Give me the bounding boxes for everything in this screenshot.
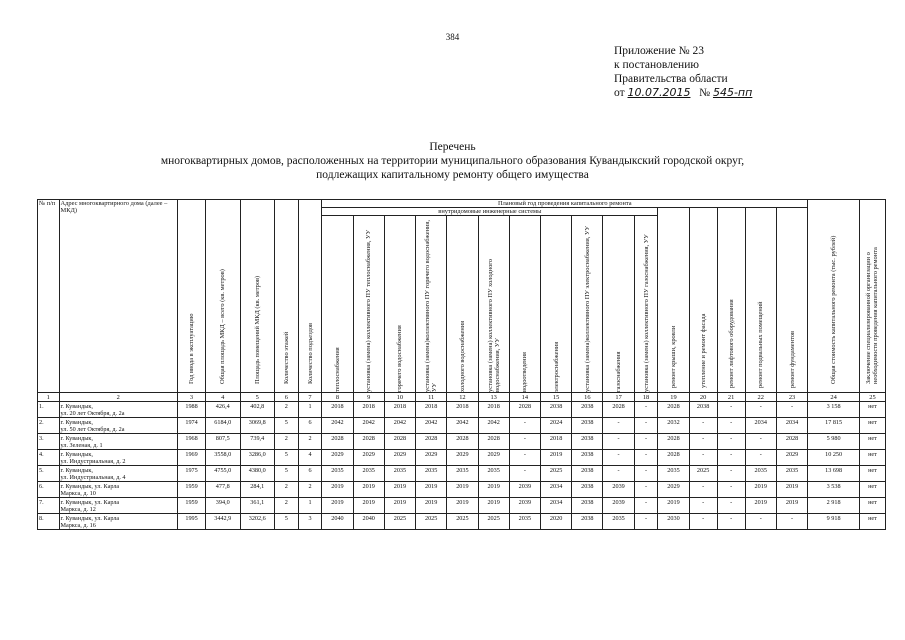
table-cell: 2034 xyxy=(745,418,776,434)
table-cell: 402,8 xyxy=(240,402,274,418)
header-gas: газоснабжения xyxy=(603,216,634,393)
table-cell: 2042 xyxy=(384,418,415,434)
table-cell: 2034 xyxy=(776,418,807,434)
header-premises-area: Площадь помещений МКД (кв. метров) xyxy=(240,200,274,393)
address-line-1: г. Кувандык, xyxy=(60,403,93,410)
table-cell: 2042 xyxy=(353,418,384,434)
row-address xyxy=(59,450,178,466)
address-line-1: г. Кувандык, ул. Карла xyxy=(60,499,120,506)
header-sewerage: водоотведения xyxy=(509,216,540,393)
table-cell: нет xyxy=(859,466,885,482)
header-electricity-meter: установка (замена)коллективного ПУ электроснабжения, УУ xyxy=(572,216,603,393)
table-cell: - xyxy=(634,466,658,482)
header-conclusion: Заключение специализированной организации о необходимости проведения капитального ремонта xyxy=(859,200,885,393)
table-cell: 2029 xyxy=(478,450,509,466)
row-address xyxy=(59,434,178,450)
row-number: 5. xyxy=(38,466,60,482)
row-address xyxy=(59,482,178,498)
table-cell: 3 538 xyxy=(808,482,860,498)
table-cell: 2019 xyxy=(540,450,571,466)
column-number: 5 xyxy=(240,393,274,402)
table-cell: - xyxy=(745,450,776,466)
table-cell: - xyxy=(717,418,745,434)
table-cell: 2038 xyxy=(540,402,571,418)
table-cell: 2019 xyxy=(322,482,353,498)
table-cell: 3 158 xyxy=(808,402,860,418)
table-cell: 2019 xyxy=(447,482,478,498)
table-cell: - xyxy=(745,434,776,450)
column-number: 8 xyxy=(322,393,353,402)
table-row xyxy=(38,498,886,514)
address-line-1: г. Кувандык, xyxy=(60,435,93,442)
column-number: 23 xyxy=(776,393,807,402)
table-cell: 284,1 xyxy=(240,482,274,498)
table-cell: 2019 xyxy=(478,482,509,498)
table-cell: 2039 xyxy=(603,498,634,514)
table-cell: 2019 xyxy=(353,498,384,514)
table-cell: нет xyxy=(859,498,885,514)
table-cell: 4380,0 xyxy=(240,466,274,482)
row-number: 6. xyxy=(38,482,60,498)
table-cell: 2035 xyxy=(509,514,540,530)
table-cell: 2040 xyxy=(353,514,384,530)
column-number: 21 xyxy=(717,393,745,402)
table-cell: 2 918 xyxy=(808,498,860,514)
table-row xyxy=(38,418,886,434)
header-year-built: Год ввода в эксплуатацию xyxy=(178,200,206,393)
table-cell: нет xyxy=(859,514,885,530)
column-number: 6 xyxy=(274,393,298,402)
table-cell: 1974 xyxy=(178,418,206,434)
table-cell: 1 xyxy=(298,498,322,514)
table-cell: 1959 xyxy=(178,498,206,514)
appendix-block xyxy=(614,44,752,100)
table-cell: 3069,8 xyxy=(240,418,274,434)
table-cell: - xyxy=(509,418,540,434)
row-address xyxy=(59,418,178,434)
table-cell: - xyxy=(689,498,717,514)
table-cell: - xyxy=(509,450,540,466)
table-cell: 2029 xyxy=(658,482,689,498)
column-number: 13 xyxy=(478,393,509,402)
table-cell: - xyxy=(634,450,658,466)
row-number: 1. xyxy=(38,402,60,418)
column-number: 24 xyxy=(808,393,860,402)
table-cell: 2025 xyxy=(478,514,509,530)
table-cell: 2028 xyxy=(776,434,807,450)
header-floors: Количество этажей xyxy=(274,200,298,393)
address-line-1: г. Кувандык, xyxy=(60,467,93,474)
table-cell: - xyxy=(603,450,634,466)
header-hot-water: горячего водоснабжения xyxy=(384,216,415,393)
table-cell: 5 xyxy=(274,514,298,530)
header-total-area: Общая площадь МКД – всего (кв. метров) xyxy=(206,200,240,393)
table-cell: 1959 xyxy=(178,482,206,498)
address-line-2: ул. 20 лет Октября, д. 2а xyxy=(60,410,125,417)
row-number: 4. xyxy=(38,450,60,466)
table-cell: 4 xyxy=(298,450,322,466)
table-row xyxy=(38,514,886,530)
header-planned-year: Плановый год проведения капитального ремонта xyxy=(322,200,808,208)
table-cell: 2035 xyxy=(353,466,384,482)
table-cell: - xyxy=(603,466,634,482)
table-row xyxy=(38,482,886,498)
table-cell: 2029 xyxy=(776,450,807,466)
table-cell: 2018 xyxy=(416,402,447,418)
column-number: 2 xyxy=(59,393,178,402)
table-cell: 2034 xyxy=(540,498,571,514)
from-label: от xyxy=(614,87,625,99)
table-cell: - xyxy=(776,514,807,530)
table-cell: - xyxy=(717,434,745,450)
table-cell: 6184,0 xyxy=(206,418,240,434)
table-cell: 2019 xyxy=(322,498,353,514)
table-cell: 2042 xyxy=(447,418,478,434)
appendix-line-3: Правительства области xyxy=(614,73,728,85)
table-cell: 1995 xyxy=(178,514,206,530)
table-cell: - xyxy=(689,450,717,466)
table-cell: 2038 xyxy=(572,450,603,466)
row-number: 8. xyxy=(38,514,60,530)
table-cell: 2035 xyxy=(416,466,447,482)
address-line-2: Маркса, д. 10 xyxy=(60,490,96,497)
column-number: 11 xyxy=(416,393,447,402)
title-line-3: подлежащих капитальному ремонту общего имущества xyxy=(316,169,589,181)
column-number: 14 xyxy=(509,393,540,402)
header-hot-water-meter: установка (замена)коллективного ПУ горячего водоснабжения, УУ xyxy=(416,216,447,393)
table-cell: 2028 xyxy=(478,434,509,450)
table-cell: 2019 xyxy=(384,498,415,514)
address-line-2: ул. Индустриальная, д. 2 xyxy=(60,458,126,465)
table-cell: 2038 xyxy=(572,434,603,450)
column-number-row xyxy=(38,393,886,402)
table-cell: 2019 xyxy=(478,498,509,514)
table-cell: - xyxy=(717,482,745,498)
row-number: 7. xyxy=(38,498,60,514)
table-cell: 2019 xyxy=(416,498,447,514)
column-number: 25 xyxy=(859,393,885,402)
table-cell: 2 xyxy=(274,402,298,418)
table-cell: 2042 xyxy=(322,418,353,434)
table-cell: 2035 xyxy=(478,466,509,482)
table-cell: 13 698 xyxy=(808,466,860,482)
table-cell: 2025 xyxy=(540,466,571,482)
table-cell: 2035 xyxy=(745,466,776,482)
table-cell: 2035 xyxy=(384,466,415,482)
table-cell: 2020 xyxy=(540,514,571,530)
table-cell: 2 xyxy=(274,434,298,450)
table-cell: 10 250 xyxy=(808,450,860,466)
table-cell: 2042 xyxy=(478,418,509,434)
table-cell: 2039 xyxy=(509,498,540,514)
table-cell: 2038 xyxy=(689,402,717,418)
table-cell: 2028 xyxy=(509,402,540,418)
table-cell: 2039 xyxy=(509,482,540,498)
column-number: 15 xyxy=(540,393,571,402)
header-heating: теплоснабжения xyxy=(322,216,353,393)
table-cell: 2039 xyxy=(603,482,634,498)
table-cell: 2019 xyxy=(776,482,807,498)
decree-number: 545-пп xyxy=(712,86,753,99)
appendix-line-2: к постановлению xyxy=(614,59,699,71)
column-number: 16 xyxy=(572,393,603,402)
table-cell: - xyxy=(634,434,658,450)
table-cell: 2038 xyxy=(572,514,603,530)
table-cell: 2018 xyxy=(353,402,384,418)
table-cell: 426,4 xyxy=(206,402,240,418)
table-cell: 2028 xyxy=(384,434,415,450)
table-cell: 2040 xyxy=(322,514,353,530)
table-cell: - xyxy=(717,498,745,514)
table-cell: нет xyxy=(859,482,885,498)
address-line-2: ул. Зеленая, д. 1 xyxy=(60,442,103,449)
column-number: 20 xyxy=(689,393,717,402)
header-cold-water: холодного водоснабжения xyxy=(447,216,478,393)
table-cell: 361,1 xyxy=(240,498,274,514)
table-cell: 2029 xyxy=(416,450,447,466)
address-line-1: г. Кувандык, xyxy=(60,419,93,426)
table-cell: 3558,0 xyxy=(206,450,240,466)
table-cell: 2038 xyxy=(572,498,603,514)
table-cell: - xyxy=(509,466,540,482)
number-label: № xyxy=(699,87,711,99)
address-line-1: г. Кувандык, ул. Карла xyxy=(60,515,120,522)
table-cell: 2 xyxy=(298,434,322,450)
table-cell: 2032 xyxy=(658,418,689,434)
table-cell: 2028 xyxy=(447,434,478,450)
table-cell: 2 xyxy=(298,482,322,498)
table-cell: 2018 xyxy=(478,402,509,418)
table-cell: 5 xyxy=(274,466,298,482)
table-cell: 2034 xyxy=(540,482,571,498)
table-cell: 2038 xyxy=(572,466,603,482)
table-cell: 2035 xyxy=(447,466,478,482)
table-cell: 807,5 xyxy=(206,434,240,450)
header-address: Адрес многоквартирного дома (далее – МКД) xyxy=(59,200,178,393)
header-entrances: Количество подъездов xyxy=(298,200,322,393)
table-cell: 3286,0 xyxy=(240,450,274,466)
table-cell: 3442,9 xyxy=(206,514,240,530)
table-cell: 2019 xyxy=(745,482,776,498)
table-cell: 2029 xyxy=(384,450,415,466)
table-cell: 394,0 xyxy=(206,498,240,514)
table-cell: - xyxy=(717,402,745,418)
table-cell: - xyxy=(634,482,658,498)
table-cell: 2019 xyxy=(384,482,415,498)
table-cell: 2028 xyxy=(603,402,634,418)
table-cell: 5 xyxy=(274,418,298,434)
table-cell: 17 815 xyxy=(808,418,860,434)
table-cell: 2038 xyxy=(572,482,603,498)
header-facade: утепление и ремонт фасада xyxy=(689,208,717,393)
table-cell: 2035 xyxy=(322,466,353,482)
table-cell: - xyxy=(689,514,717,530)
table-cell: - xyxy=(717,514,745,530)
table-cell: 2019 xyxy=(776,498,807,514)
table-cell: 2042 xyxy=(416,418,447,434)
column-number: 1 xyxy=(38,393,60,402)
table-cell: - xyxy=(634,498,658,514)
table-body xyxy=(38,393,886,530)
table-cell: - xyxy=(745,402,776,418)
row-address xyxy=(59,466,178,482)
table-cell: 2019 xyxy=(353,482,384,498)
header-cold-water-meter: установка (замена) коллективного ПУ холодного водоснабжения, УУ xyxy=(478,216,509,393)
header-internal-systems: внутридомовые инженерные системы xyxy=(322,208,658,216)
column-number: 9 xyxy=(353,393,384,402)
table-cell: 2028 xyxy=(416,434,447,450)
table-cell: 2025 xyxy=(384,514,415,530)
appendix-line-1: Приложение № 23 xyxy=(614,45,704,57)
table-row xyxy=(38,402,886,418)
table-cell: 2019 xyxy=(658,498,689,514)
appendix-line-4 xyxy=(614,86,752,100)
header-gas-meter: установка (замена) коллективного ПУ газоснабжения, УУ xyxy=(634,216,658,393)
page-number: 384 xyxy=(445,32,460,42)
table-cell: 2025 xyxy=(689,466,717,482)
table-cell: 477,8 xyxy=(206,482,240,498)
column-number: 3 xyxy=(178,393,206,402)
header-no: № п/п xyxy=(38,200,60,393)
table-cell: 2028 xyxy=(658,402,689,418)
title-line-2: многоквартирных домов, расположенных на территории муниципального образования Кувандыкский городской округ, xyxy=(160,155,745,167)
column-number: 19 xyxy=(658,393,689,402)
header-roof: ремонт крыши, кровли xyxy=(658,208,689,393)
table-cell: 2024 xyxy=(540,418,571,434)
table-row xyxy=(38,466,886,482)
table-cell: - xyxy=(717,466,745,482)
column-number: 4 xyxy=(206,393,240,402)
table-cell: - xyxy=(603,418,634,434)
table-cell: - xyxy=(634,402,658,418)
table-cell: 2 xyxy=(274,482,298,498)
table-cell: 1988 xyxy=(178,402,206,418)
table-cell: 2028 xyxy=(658,434,689,450)
table-cell: нет xyxy=(859,418,885,434)
table-cell: 3 xyxy=(298,514,322,530)
header-total-cost: Общая стоимость капитального ремонта (тыс. рублей) xyxy=(808,200,860,393)
column-number: 10 xyxy=(384,393,415,402)
table-cell: - xyxy=(603,434,634,450)
table-cell: 9 918 xyxy=(808,514,860,530)
table-cell: 2018 xyxy=(447,402,478,418)
address-line-1: г. Кувандык, xyxy=(60,451,93,458)
table-cell: 2019 xyxy=(447,498,478,514)
table-cell: 2035 xyxy=(603,514,634,530)
decree-date: 10.07.2015 xyxy=(627,86,691,99)
document-title xyxy=(0,140,905,182)
table-cell: 739,4 xyxy=(240,434,274,450)
table-cell: 2028 xyxy=(353,434,384,450)
header-heating-meter: установка (замена) коллективного ПУ теплоснабжения, УУ xyxy=(353,216,384,393)
table-cell: 2025 xyxy=(447,514,478,530)
row-address xyxy=(59,402,178,418)
row-address xyxy=(59,514,178,530)
address-line-2: Маркса, д. 12 xyxy=(60,506,96,513)
table-cell: 2029 xyxy=(353,450,384,466)
header-elevator: ремонт лифтового оборудования xyxy=(717,208,745,393)
table-cell: 6 xyxy=(298,466,322,482)
table-cell: 2028 xyxy=(658,450,689,466)
table-cell: 5 xyxy=(274,450,298,466)
table-cell: 2030 xyxy=(658,514,689,530)
column-number: 17 xyxy=(603,393,634,402)
table-cell: 1975 xyxy=(178,466,206,482)
table-cell: - xyxy=(634,514,658,530)
table-cell: 2035 xyxy=(658,466,689,482)
column-number: 12 xyxy=(447,393,478,402)
table-cell: 3202,6 xyxy=(240,514,274,530)
address-line-2: Маркса, д. 16 xyxy=(60,522,96,529)
table-cell: 2029 xyxy=(322,450,353,466)
column-number: 7 xyxy=(298,393,322,402)
table-cell: нет xyxy=(859,402,885,418)
table-cell: - xyxy=(509,434,540,450)
table-cell: - xyxy=(745,514,776,530)
address-line-1: г. Кувандык, ул. Карла xyxy=(60,483,120,490)
table-cell: 2029 xyxy=(447,450,478,466)
header-electricity: электроснабжения xyxy=(540,216,571,393)
table-cell: - xyxy=(689,482,717,498)
table-cell: 2035 xyxy=(776,466,807,482)
table-cell: нет xyxy=(859,434,885,450)
table-cell: 5 980 xyxy=(808,434,860,450)
table-cell: - xyxy=(689,418,717,434)
table-cell: 6 xyxy=(298,418,322,434)
table-cell: 1 xyxy=(298,402,322,418)
table-cell: 2018 xyxy=(540,434,571,450)
address-line-2: ул. 50 лет Октября, д. 2а xyxy=(60,426,125,433)
table-cell: - xyxy=(717,450,745,466)
table-cell: 2028 xyxy=(322,434,353,450)
table-cell: 4755,0 xyxy=(206,466,240,482)
table-cell: - xyxy=(689,434,717,450)
column-number: 18 xyxy=(634,393,658,402)
table-cell: - xyxy=(776,402,807,418)
table-cell: 2019 xyxy=(416,482,447,498)
table-cell: 1969 xyxy=(178,450,206,466)
column-number: 22 xyxy=(745,393,776,402)
repair-table xyxy=(37,199,886,530)
header-basement: ремонт подвальных помещений xyxy=(745,208,776,393)
table-cell: 2038 xyxy=(572,402,603,418)
address-line-2: ул. Индустриальная, д. 4 xyxy=(60,474,126,481)
table-cell: 2018 xyxy=(322,402,353,418)
table-row xyxy=(38,434,886,450)
row-address xyxy=(59,498,178,514)
table-cell: 2 xyxy=(274,498,298,514)
title-line-1: Перечень xyxy=(429,141,476,153)
table-cell: 2038 xyxy=(572,418,603,434)
row-number: 3. xyxy=(38,434,60,450)
table-cell: 2019 xyxy=(745,498,776,514)
table-row xyxy=(38,450,886,466)
row-number: 2. xyxy=(38,418,60,434)
table-cell: 2025 xyxy=(416,514,447,530)
table-cell: - xyxy=(634,418,658,434)
header-foundation: ремонт фундаментов xyxy=(776,208,807,393)
table-cell: 1968 xyxy=(178,434,206,450)
table-cell: 2018 xyxy=(384,402,415,418)
table-cell: нет xyxy=(859,450,885,466)
